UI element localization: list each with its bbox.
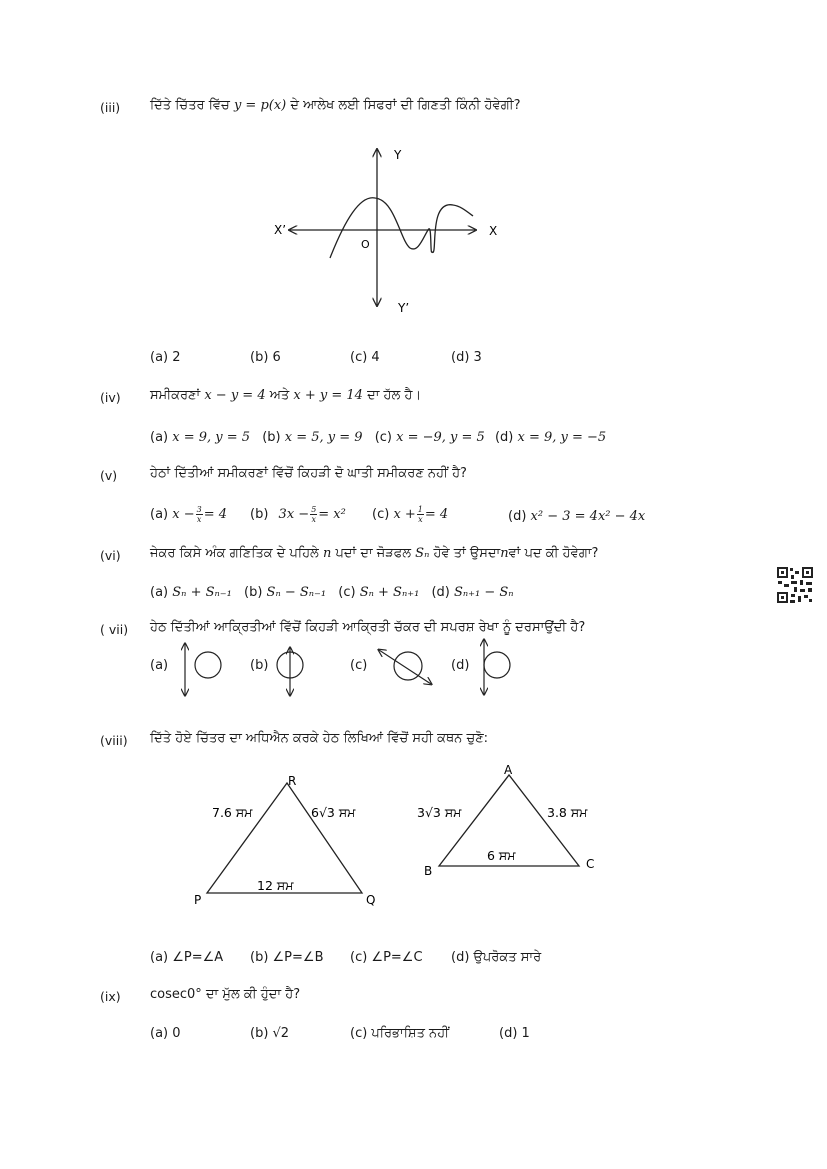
q4-option-d[interactable]: (d) x = 9, y = −5: [494, 430, 607, 445]
q9-option-a[interactable]: (a) 0: [150, 1026, 181, 1041]
q8-option-d[interactable]: (d) ਉਪਰੋਕਤ ਸਾਰੇ: [451, 950, 542, 965]
q9-question: [150, 987, 300, 1002]
vertex-c: C: [586, 857, 595, 871]
q6-option-a[interactable]: (a) Sₙ + Sₙ₋₁: [150, 585, 232, 600]
q6-options: [150, 585, 514, 600]
vertex-p: P: [194, 893, 202, 907]
q4-mid: ਅਤੇ: [269, 388, 290, 403]
q7-option-c-label[interactable]: (c): [350, 658, 368, 673]
q6-text-a: ਜੇਕਰ ਕਿਸੇ ਅੰਕ ਗਣਿਤਿਕ ਦੇ ਪਹਿਲੇ: [150, 546, 319, 561]
q5-number: (v): [100, 468, 118, 483]
q3-math: y = p(x): [233, 98, 287, 113]
q4-eq1: x − y = 4: [204, 388, 266, 403]
q5-question: ਹੇਠਾਂ ਦਿੱਤੀਆਂ ਸਮੀਕਰਣਾਂ ਵਿੱਚੋਂ ਕਿਹੜੀ ਦੋ ਘਾਤੀ ਸਮੀਕਰਣ ਨਹੀਂ ਹੈ?: [150, 466, 467, 481]
side-ac-label: 3.8 ਸਮ: [547, 805, 588, 820]
graph-origin-label: O: [361, 238, 370, 251]
q4-text-a: ਸਮੀਕਰਣਾਂ: [150, 388, 201, 403]
q4-eq2: x + y = 14: [293, 388, 363, 403]
q3-option-c[interactable]: (c) 4: [350, 350, 380, 365]
q7-figure-d: [474, 636, 518, 698]
q9-text: ਦਾ ਮੁੱਲ ਕੀ ਹੁੰਦਾ ਹੈ?: [205, 987, 301, 1002]
q8-option-a[interactable]: (a) ∠P=∠A: [150, 950, 224, 965]
graph-y-label: Y: [394, 148, 402, 162]
q6-text-d: ਵਾਂ ਪਦ ਕੀ ਹੋਵੇਗਾ?: [508, 546, 599, 561]
q3-option-a[interactable]: (a) 2: [150, 350, 181, 365]
q4-number: (iv): [100, 390, 121, 405]
q4-options: [150, 430, 606, 445]
q6-option-d[interactable]: (d) Sₙ₊₁ − Sₙ: [431, 585, 514, 600]
q3-option-d[interactable]: (d) 3: [451, 350, 482, 365]
q4-option-b[interactable]: (b) x = 5, y = 9: [262, 430, 363, 445]
side-rq-label: 6√3 ਸਮ: [311, 805, 356, 820]
q7-option-d-label[interactable]: (d): [451, 658, 470, 673]
q3-question: [150, 98, 521, 113]
q9-option-d[interactable]: (d) 1: [499, 1026, 530, 1041]
graph-x-neg-label: X’: [274, 223, 287, 237]
polynomial-curve: [330, 198, 473, 258]
q6-number: (vi): [100, 548, 121, 563]
q6-text-b: ਪਦਾਂ ਦਾ ਜੋੜਫਲ: [335, 546, 412, 561]
q3-text-a: ਦਿੱਤੇ ਚਿੱਤਰ ਵਿੱਚ: [150, 98, 230, 113]
q6-option-b[interactable]: (b) Sₙ − Sₙ₋₁: [244, 585, 327, 600]
vertex-b: B: [424, 864, 433, 878]
q6-sn: Sₙ: [415, 546, 430, 561]
q5-option-d[interactable]: (d) x² − 3 = 4x² − 4x: [508, 509, 646, 524]
q6-question: [150, 546, 598, 561]
triangle-pqr: [207, 783, 362, 893]
vertex-r: R: [288, 774, 297, 788]
q5-option-a[interactable]: (a) x − $\frac{3}{x}$ = 4: [150, 505, 228, 524]
q3-text-b: ਦੇ ਆਲੇਖ ਲਈ ਸਿਫਰਾਂ ਦੀ ਗਿਣਤੀ ਕਿੰਨੀ ਹੋਵੇਗੀ?: [290, 98, 521, 113]
q6-n1: n: [323, 546, 332, 561]
q8-option-b[interactable]: (b) ∠P=∠B: [250, 950, 324, 965]
q7-figure-c: [374, 640, 438, 692]
vertex-a: A: [504, 763, 513, 777]
side-pq-label: 12 ਸਮ: [257, 878, 294, 893]
q8-option-c[interactable]: (c) ∠P=∠C: [350, 950, 423, 965]
q6-text-c: ਹੋਵੇ ਤਾਂ ਉਸਦਾ: [433, 546, 501, 561]
q7-option-b-label[interactable]: (b): [250, 658, 269, 673]
q4-text-b: ਦਾ ਹੱਲ ਹੈ।: [367, 388, 422, 403]
q7-question: ਹੇਠ ਦਿੱਤੀਆਂ ਆਕ੍ਰਿਤੀਆਂ ਵਿੱਚੋਂ ਕਿਹੜੀ ਆਕ੍ਰਿਤੀ ਚੱਕਰ ਦੀ ਸਪਰਸ਼ ਰੇਖਾ ਨੂੰ ਦਰਸਾਉਂਦੀ ਹੈ?: [150, 620, 586, 635]
q6-option-c[interactable]: (c) Sₙ + Sₙ₊₁: [338, 585, 420, 600]
q6-n2: n: [500, 546, 509, 561]
q3-polynomial-graph: [260, 140, 510, 320]
q5-option-c[interactable]: (c) x + $\frac{1}{x}$ = 4: [372, 505, 449, 524]
q7-option-a-label[interactable]: (a): [150, 658, 169, 673]
q8-question: ਦਿੱਤੇ ਹੋਏ ਚਿੱਤਰ ਦਾ ਅਧਿਐਨ ਕਰਕੇ ਹੇਠ ਲਿਖਿਆਂ ਵਿੱਚੋਂ ਸਹੀ ਕਥਨ ਚੁਣੋ:: [150, 731, 489, 746]
side-ab-label: 3√3 ਸਮ: [417, 805, 462, 820]
side-bc-label: 6 ਸਮ: [487, 848, 516, 863]
q7-number: ( vii): [100, 622, 129, 637]
q4-option-c[interactable]: (c) x = −9, y = 5: [374, 430, 485, 445]
q4-question: [150, 388, 421, 403]
q5-option-b[interactable]: (b) 3x − $\frac{5}{x}$ = x²: [250, 505, 346, 524]
q9-number: (ix): [100, 989, 121, 1004]
q4-option-a[interactable]: (a) x = 9, y = 5: [150, 430, 251, 445]
q9-option-b[interactable]: (b) √2: [250, 1026, 290, 1041]
q7-figure-a: [172, 640, 228, 700]
graph-y-neg-label: Y’: [398, 301, 410, 315]
q8-triangles: [190, 760, 610, 920]
q3-number: (iii): [100, 100, 121, 115]
side-pr-label: 7.6 ਸਮ: [212, 805, 253, 820]
q8-number: (viii): [100, 733, 128, 748]
graph-x-label: X: [489, 224, 498, 238]
q3-option-b[interactable]: (b) 6: [250, 350, 281, 365]
q9-math: cosec0°: [150, 987, 202, 1002]
qr-code: [776, 566, 814, 604]
q9-option-c[interactable]: (c) ਪਰਿਭਾਸ਼ਿਤ ਨਹੀਂ: [350, 1026, 450, 1041]
vertex-q: Q: [366, 893, 376, 907]
q7-figure-b: [270, 640, 310, 700]
